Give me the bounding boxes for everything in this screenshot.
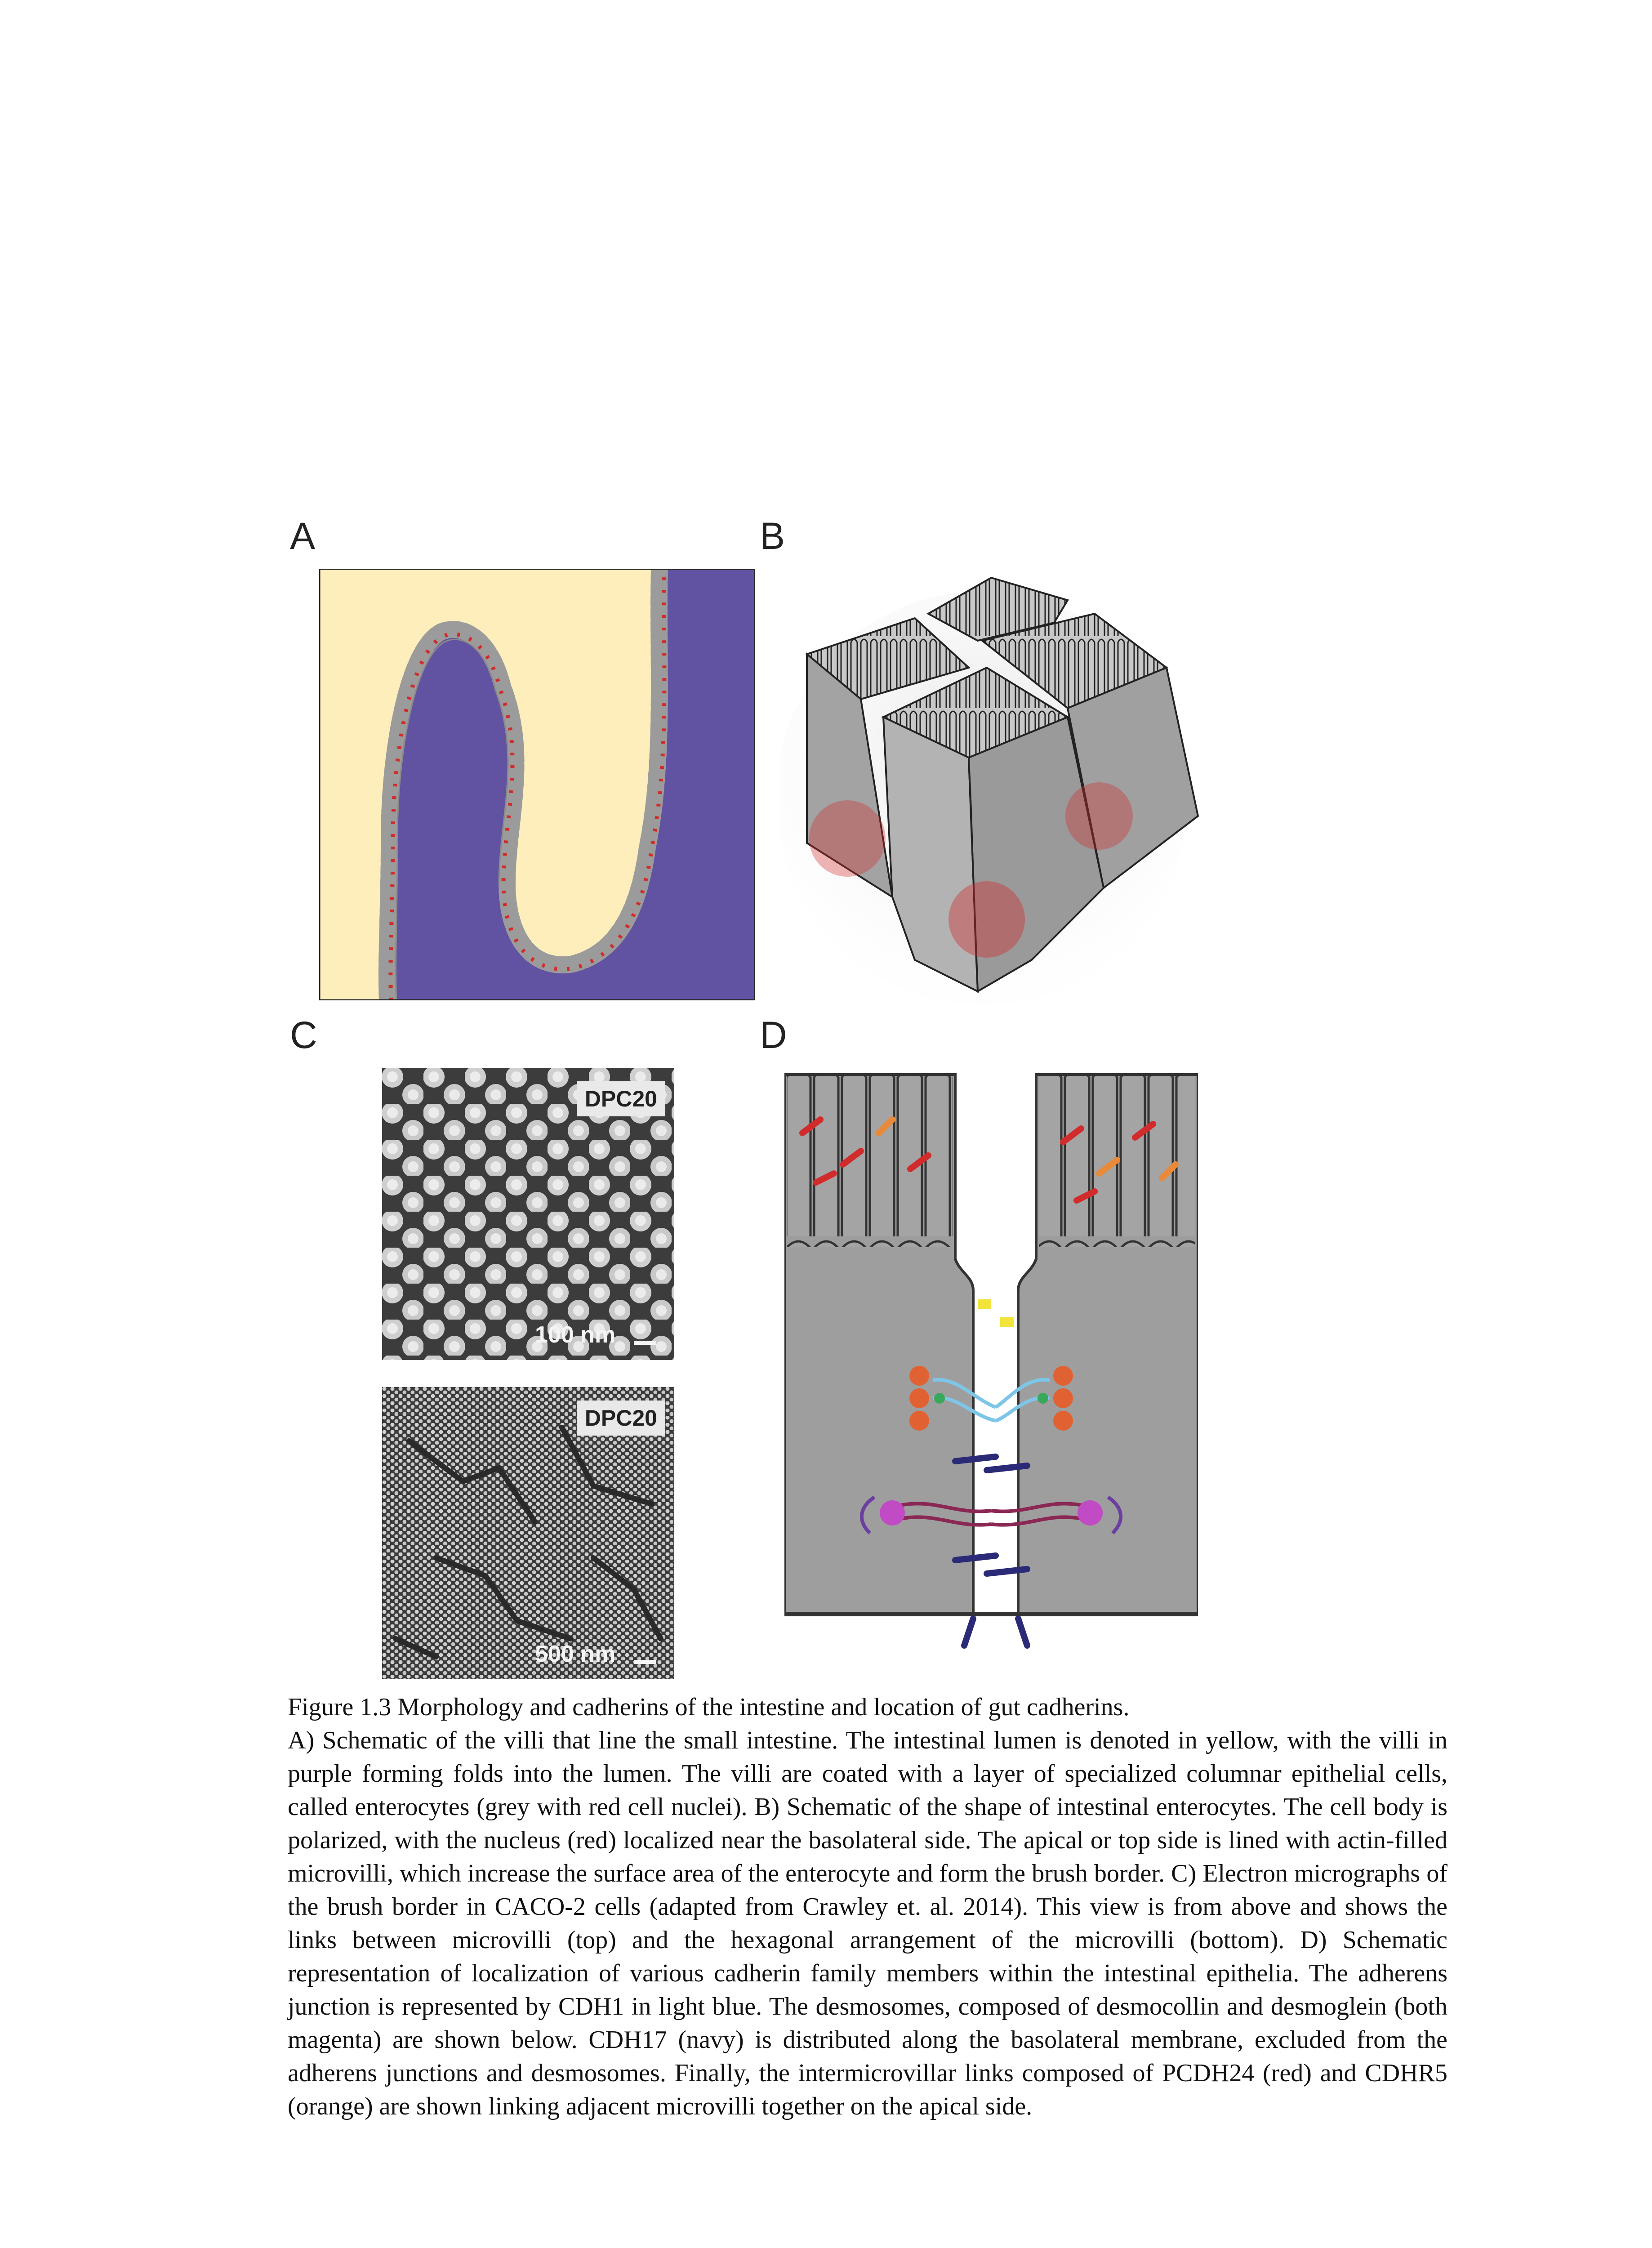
micrograph-top — [382, 1068, 674, 1360]
micrograph-bottom — [382, 1387, 674, 1679]
panel-label-b: B — [760, 515, 785, 557]
enterocyte-schematic — [780, 564, 1207, 1009]
villi-schematic — [319, 569, 755, 1000]
caption-body: A) Schematic of the villi that line the small intestine. The intestinal lumen is denoted in yellow, with the villi in purple forming folds into the lumen. The villi are coated with a layer of specialized columnar epithelial cells, called enterocytes (grey with red cell nuclei). B) Schematic of the shape of intestinal enterocytes. The cell body is polarized, with the nucleus (red) localized near the basolateral side. The apical or top side is lined with actin-filled microvilli, which increase the surface area of the enterocyte and form the brush border. C) Electron micrographs of the brush border in CACO-2 cells (adapted from Crawley et. al. 2014). This view is from above and shows the links between microvilli (top) and the hexagonal arrangement of the microvilli (bottom). D) Schematic representation of localization of various cadherin family members within the intestinal epithelia. The adherens junction is represented by CDH1 in light blue. The desmosomes, composed of desmocollin and desmoglein (both magenta) are shown below. CDH17 (navy) is distributed along the basolateral membrane, excluded from the adherens junctions and desmosomes. Finally, the intermicrovillar links composed of PCDH24 (red) and CDHR5 (orange) are shown linking adjacent microvilli together on the apical side. — [288, 1726, 1447, 2120]
scale-bar — [634, 1341, 656, 1345]
scale-bar-label: 100 nm — [535, 1322, 616, 1348]
scale-bar-label: 500 nm — [535, 1641, 616, 1667]
panel-label-d: D — [760, 1014, 787, 1056]
micrograph-label: DPC20 — [577, 1081, 665, 1116]
figure-caption — [288, 1690, 1447, 2123]
panel-label-a: A — [290, 515, 316, 557]
panel-label-c: C — [290, 1014, 317, 1056]
micrograph-label: DPC20 — [577, 1401, 665, 1436]
cadherin-localization-schematic — [784, 1066, 1198, 1650]
caption-title: Figure 1.3 Morphology and cadherins of the intestine and location of gut cadherins. — [288, 1693, 1130, 1721]
scale-bar — [634, 1660, 656, 1664]
